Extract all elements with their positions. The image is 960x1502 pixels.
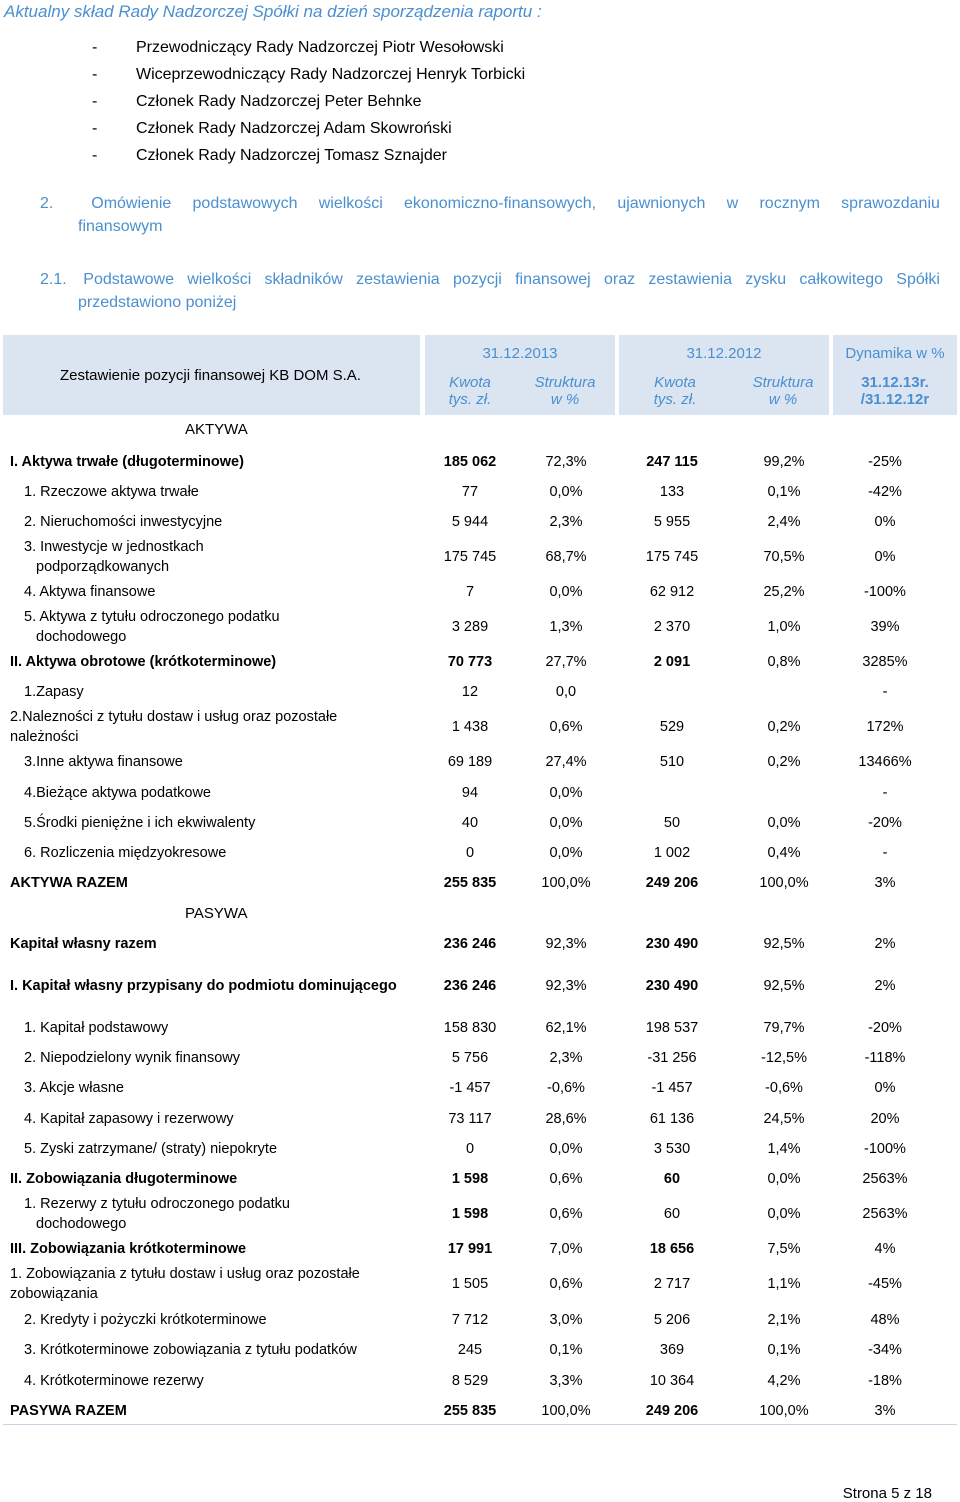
- cell-value: 0: [465, 845, 475, 861]
- cell-value: 20%: [870, 1111, 900, 1127]
- cell-value: 3 530: [653, 1141, 691, 1157]
- cell-value: 62 912: [649, 584, 695, 600]
- supervisory-board-list: [92, 34, 525, 169]
- cell-value: 92,3%: [545, 978, 587, 994]
- cell-value: 77: [461, 484, 479, 500]
- cell-value: 2,3%: [549, 1050, 583, 1066]
- row-label: 5. Aktywa z tytułu odroczonego podatku dochodowego: [24, 609, 280, 645]
- cell-value: 0,0%: [549, 584, 583, 600]
- cell-value: 70 773: [447, 654, 493, 670]
- table-row: [0, 1340, 960, 1360]
- row-label: 3. Akcje własne: [24, 1080, 124, 1096]
- cell-value: 70,5%: [763, 549, 805, 565]
- table-row: [0, 582, 960, 602]
- cell-value: 7: [465, 584, 475, 600]
- cell-value: 7 712: [451, 1312, 489, 1328]
- table-row: [0, 1169, 960, 1189]
- cell-value: 0,1%: [767, 1342, 801, 1358]
- cell-value: 92,3%: [545, 936, 587, 952]
- cell-value: 27,7%: [545, 654, 587, 670]
- cell-value: 73 117: [448, 1111, 492, 1127]
- table-row: [0, 1264, 960, 1304]
- cell-value: 1,4%: [767, 1141, 801, 1157]
- column-year-2012: 31.12.2012: [686, 345, 762, 362]
- table-row: [0, 537, 960, 577]
- cell-value: 48%: [870, 1312, 900, 1328]
- cell-value: 79,7%: [763, 1020, 805, 1036]
- table-row: [0, 752, 960, 772]
- cell-value: 0: [465, 1141, 475, 1157]
- column-kwota-2012: Kwota tys. zł.: [653, 374, 697, 408]
- table-row: [0, 1139, 960, 1159]
- cell-value: 100,0%: [759, 875, 809, 891]
- cell-value: 172%: [866, 719, 904, 735]
- table-bottom-rule: [3, 1424, 957, 1425]
- cell-value: 50: [663, 815, 681, 831]
- cell-value: 2,4%: [767, 514, 801, 530]
- row-label: 5.Środki pieniężne i ich ekwiwalenty: [24, 815, 256, 831]
- cell-value: 60: [663, 1206, 681, 1222]
- row-label: 1. Rezerwy z tytułu odroczonego podatku dochodowego: [24, 1196, 290, 1232]
- list-item: - Przewodniczący Rady Nadzorczej Piotr Wesołowski: [92, 38, 504, 56]
- list-item: - Wiceprzewodniczący Rady Nadzorczej Henryk Torbicki: [92, 65, 526, 83]
- table-row: [0, 1239, 960, 1259]
- cell-value: 24,5%: [763, 1111, 805, 1127]
- table-row: [0, 512, 960, 532]
- table-row: [0, 934, 960, 954]
- cell-value: 94: [461, 785, 479, 801]
- cell-value: 5 944: [451, 514, 489, 530]
- cell-value: 133: [659, 484, 685, 500]
- list-item: - Członek Rady Nadzorczej Adam Skowroński: [92, 119, 452, 137]
- cell-value: -0,6%: [547, 1080, 585, 1096]
- cell-value: 1 598: [451, 1206, 489, 1222]
- cell-value: 158 830: [443, 1020, 497, 1036]
- cell-value: 0,8%: [767, 654, 801, 670]
- table-row: [0, 1018, 960, 1038]
- cell-value: 72,3%: [545, 454, 587, 470]
- cell-value: 2 717: [653, 1276, 691, 1292]
- cell-value: -1 457: [651, 1080, 693, 1096]
- cell-value: 0,6%: [549, 1206, 583, 1222]
- cell-value: 8 529: [451, 1373, 489, 1389]
- cell-value: 3 289: [451, 619, 489, 635]
- cell-value: 3%: [874, 875, 896, 891]
- column-dynamics-range: 31.12.13r. /31.12.12r: [860, 374, 930, 408]
- cell-value: 0%: [874, 549, 896, 565]
- cell-value: 5 955: [653, 514, 691, 530]
- cell-value: 69 189: [447, 754, 493, 770]
- table-row: [0, 1078, 960, 1098]
- cell-value: 0,0%: [767, 1206, 801, 1222]
- row-label: II. Zobowiązania długoterminowe: [10, 1171, 238, 1187]
- cell-value: 92,5%: [763, 978, 805, 994]
- row-label: 3.Inne aktywa finansowe: [24, 754, 183, 770]
- cell-value: 1,0%: [767, 619, 801, 635]
- cell-value: 18 656: [649, 1241, 695, 1257]
- row-label: 3. Krótkoterminowe zobowiązania z tytułu podatków: [24, 1342, 357, 1358]
- row-label: I. Kapitał własny przypisany do podmiotu dominującego: [10, 978, 397, 994]
- pasywa-label: PASYWA: [185, 905, 248, 922]
- cell-value: 25,2%: [763, 584, 805, 600]
- table-row: [0, 1194, 960, 1234]
- cell-value: -20%: [868, 815, 902, 831]
- row-label: I. Aktywa trwałe (długoterminowe): [10, 454, 244, 470]
- row-label: 4.Bieżące aktywa podatkowe: [24, 785, 211, 801]
- cell-value: 10 364: [649, 1373, 695, 1389]
- cell-value: 0,0%: [767, 815, 801, 831]
- cell-value: 3,0%: [549, 1312, 583, 1328]
- cell-value: 0,1%: [767, 484, 801, 500]
- cell-value: 2%: [874, 936, 896, 952]
- table-row: [0, 843, 960, 863]
- row-label: Kapitał własny razem: [10, 936, 157, 952]
- cell-value: 0,0%: [549, 815, 583, 831]
- cell-value: 0,0%: [549, 785, 583, 801]
- cell-value: 0,6%: [549, 719, 583, 735]
- cell-value: 245: [457, 1342, 483, 1358]
- cell-value: 0%: [874, 514, 896, 530]
- cell-value: 0,2%: [767, 754, 801, 770]
- cell-value: 510: [659, 754, 685, 770]
- cell-value: 0,2%: [767, 719, 801, 735]
- cell-value: -100%: [864, 584, 906, 600]
- cell-value: 2 370: [653, 619, 691, 635]
- column-year-2013: 31.12.2013: [482, 345, 558, 362]
- cell-value: 2,1%: [767, 1312, 801, 1328]
- row-label: 4. Krótkoterminowe rezerwy: [24, 1373, 204, 1389]
- row-label: 4. Aktywa finansowe: [24, 584, 156, 600]
- cell-value: 62,1%: [545, 1020, 587, 1036]
- cell-value: 100,0%: [541, 875, 591, 891]
- row-label: 2. Kredyty i pożyczki krótkoterminowe: [24, 1312, 267, 1328]
- cell-value: 249 206: [645, 1403, 699, 1419]
- table-row: [0, 1310, 960, 1330]
- column-dynamics: Dynamika w %: [845, 345, 945, 362]
- row-label: 2.Nalezności z tytułu dostaw i usług oraz pozostałe należności: [10, 709, 338, 745]
- row-label: 1. Kapitał podstawowy: [24, 1020, 169, 1036]
- cell-value: 39%: [870, 619, 900, 635]
- cell-value: 0,0%: [549, 845, 583, 861]
- cell-value: 0,0%: [549, 1141, 583, 1157]
- aktywa-label: AKTYWA: [185, 421, 248, 438]
- document-heading: Aktualny skład Rady Nadzorczej Spółki na dzień sporządzenia raportu :: [4, 2, 542, 21]
- cell-value: -42%: [868, 484, 902, 500]
- page-number: Strona 5 z 18: [842, 1485, 932, 1502]
- table-row: [0, 707, 960, 747]
- table-row: [0, 976, 960, 996]
- cell-value: 61 136: [649, 1111, 695, 1127]
- table-row: [0, 813, 960, 833]
- cell-value: -31 256: [647, 1050, 697, 1066]
- cell-value: 4,2%: [767, 1373, 801, 1389]
- cell-value: 2 091: [653, 654, 691, 670]
- row-label: II. Aktywa obrotowe (krótkoterminowe): [10, 654, 277, 670]
- cell-value: 4%: [874, 1241, 896, 1257]
- cell-value: 369: [659, 1342, 685, 1358]
- cell-value: 5 756: [451, 1050, 489, 1066]
- cell-value: 185 062: [443, 454, 497, 470]
- row-label: 1. Zobowiązania z tytułu dostaw i usług oraz pozostałe zobowiązania: [10, 1266, 360, 1302]
- cell-value: 1,3%: [549, 619, 583, 635]
- cell-value: 198 537: [645, 1020, 699, 1036]
- cell-value: 1 438: [451, 719, 489, 735]
- cell-value: 3%: [874, 1403, 896, 1419]
- cell-value: 12: [461, 684, 479, 700]
- cell-value: 0,6%: [549, 1171, 583, 1187]
- cell-value: 236 246: [443, 978, 497, 994]
- row-label: 3. Inwestycje w jednostkach podporządkowanych: [24, 539, 204, 575]
- row-label: 2. Nieruchomości inwestycyjne: [24, 514, 223, 530]
- cell-value: 175 745: [645, 549, 699, 565]
- row-label: 1.Zapasy: [24, 684, 84, 700]
- cell-value: -: [882, 684, 888, 700]
- row-label: 2. Niepodzielony wynik finansowy: [24, 1050, 240, 1066]
- cell-value: -12,5%: [761, 1050, 807, 1066]
- cell-value: 0,0%: [549, 484, 583, 500]
- cell-value: 3285%: [862, 654, 908, 670]
- column-struktura-2012: Struktura w %: [752, 374, 814, 408]
- cell-value: 100,0%: [759, 1403, 809, 1419]
- row-label: 4. Kapitał zapasowy i rezerwowy: [24, 1111, 234, 1127]
- cell-value: -25%: [868, 454, 902, 470]
- row-label: 1. Rzeczowe aktywa trwałe: [24, 484, 199, 500]
- table-row: [0, 482, 960, 502]
- cell-value: 0,6%: [549, 1276, 583, 1292]
- cell-value: 1 598: [451, 1171, 489, 1187]
- cell-value: 40: [461, 815, 479, 831]
- table-row: [0, 783, 960, 803]
- cell-value: 255 835: [443, 1403, 497, 1419]
- section-heading-2-1: 2.1. Podstawowe wielkości składników zestawienia pozycji finansowej oraz zestawienia zysku całkowitego Spółki przedstawiono poniżej: [40, 271, 940, 311]
- table-row: [0, 682, 960, 702]
- cell-value: 2563%: [862, 1206, 908, 1222]
- cell-value: 1 002: [653, 845, 691, 861]
- section-heading-2: 2. Omówienie podstawowych wielkości ekonomiczno-finansowych, ujawnionych w rocznym sprawozdaniu finansowym: [40, 195, 940, 235]
- row-label: AKTYWA RAZEM: [10, 875, 128, 891]
- cell-value: 175 745: [443, 549, 497, 565]
- row-label: PASYWA RAZEM: [10, 1403, 127, 1419]
- cell-value: 27,4%: [545, 754, 587, 770]
- cell-value: -: [882, 785, 888, 801]
- cell-value: 13466%: [858, 754, 912, 770]
- cell-value: 247 115: [646, 454, 698, 470]
- cell-value: 1 505: [451, 1276, 489, 1292]
- cell-value: 60: [663, 1171, 681, 1187]
- cell-value: 230 490: [645, 936, 699, 952]
- cell-value: 2%: [874, 978, 896, 994]
- cell-value: -45%: [868, 1276, 902, 1292]
- row-label: 5. Zyski zatrzymane/ (straty) niepokryte: [24, 1141, 278, 1157]
- cell-value: 7,0%: [549, 1241, 583, 1257]
- cell-value: 0,0: [555, 684, 577, 700]
- table-row: [0, 1371, 960, 1391]
- cell-value: -0,6%: [765, 1080, 803, 1096]
- cell-value: 236 246: [443, 936, 497, 952]
- cell-value: -100%: [864, 1141, 906, 1157]
- cell-value: -18%: [868, 1373, 902, 1389]
- table-row: [0, 652, 960, 672]
- cell-value: -34%: [868, 1342, 902, 1358]
- cell-value: 7,5%: [767, 1241, 801, 1257]
- cell-value: 230 490: [645, 978, 699, 994]
- cell-value: 1,1%: [767, 1276, 801, 1292]
- table-row: [0, 1109, 960, 1129]
- table-row: [0, 873, 960, 893]
- cell-value: 0,1%: [549, 1342, 583, 1358]
- cell-value: 249 206: [645, 875, 699, 891]
- cell-value: 0,4%: [767, 845, 801, 861]
- cell-value: 2,3%: [549, 514, 583, 530]
- cell-value: 100,0%: [541, 1403, 591, 1419]
- cell-value: -118%: [864, 1050, 906, 1066]
- row-label: III. Zobowiązania krótkoterminowe: [10, 1241, 247, 1257]
- cell-value: 255 835: [443, 875, 497, 891]
- table-row: [0, 607, 960, 647]
- cell-value: 0%: [874, 1080, 896, 1096]
- cell-value: 99,2%: [763, 454, 805, 470]
- cell-value: 5 206: [653, 1312, 691, 1328]
- cell-value: 0,0%: [767, 1171, 801, 1187]
- column-kwota-2013: Kwota tys. zł.: [448, 374, 492, 408]
- table-row: [0, 452, 960, 472]
- cell-value: 3,3%: [549, 1373, 583, 1389]
- row-label: 6. Rozliczenia międzyokresowe: [24, 845, 227, 861]
- table-title: Zestawienie pozycji finansowej KB DOM S.A.: [60, 367, 361, 384]
- cell-value: 92,5%: [763, 936, 805, 952]
- cell-value: 529: [659, 719, 685, 735]
- cell-value: -1 457: [449, 1080, 491, 1096]
- table-row: [0, 1048, 960, 1068]
- table-row: [0, 1401, 960, 1421]
- cell-value: 17 991: [447, 1241, 493, 1257]
- cell-value: -: [882, 845, 888, 861]
- list-item: - Członek Rady Nadzorczej Tomasz Sznajder: [92, 146, 447, 164]
- column-struktura-2013: Struktura w %: [534, 374, 596, 408]
- cell-value: 28,6%: [545, 1111, 587, 1127]
- cell-value: -20%: [868, 1020, 902, 1036]
- list-item: - Członek Rady Nadzorczej Peter Behnke: [92, 92, 422, 110]
- cell-value: 2563%: [862, 1171, 908, 1187]
- cell-value: 68,7%: [545, 549, 587, 565]
